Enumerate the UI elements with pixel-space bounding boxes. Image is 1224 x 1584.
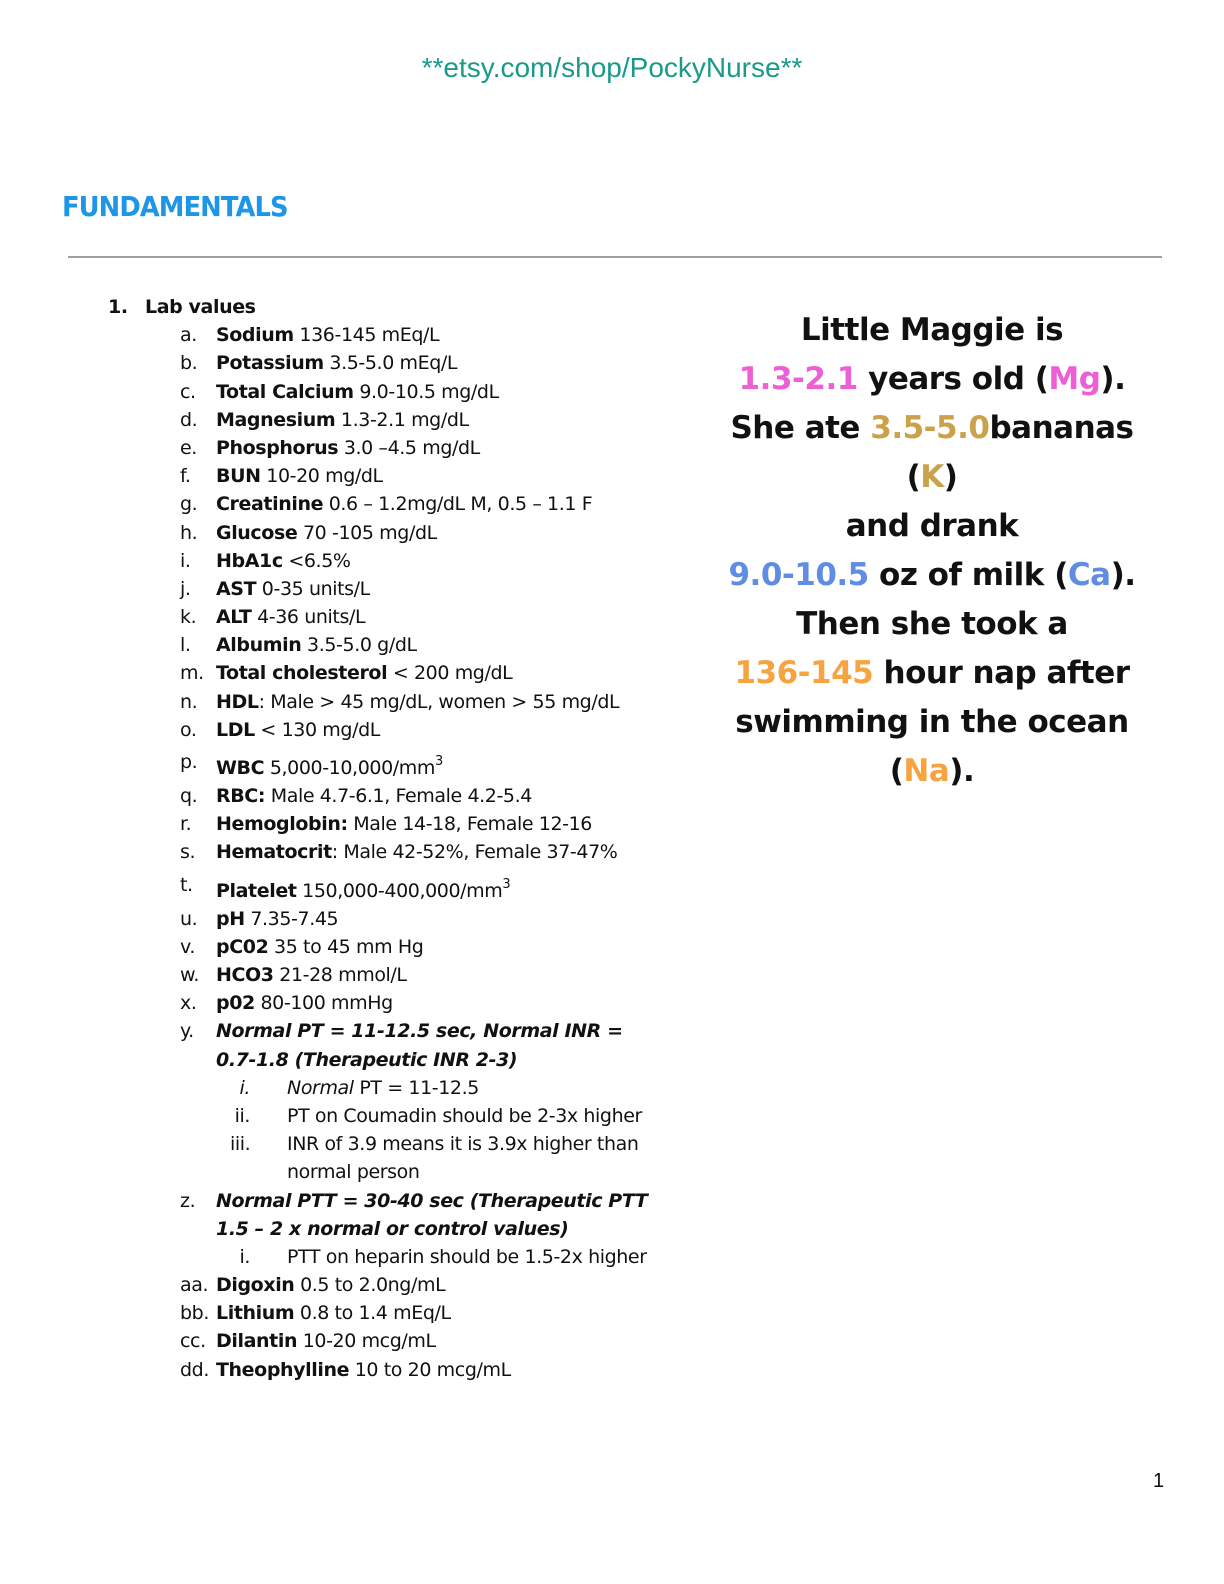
mg-symbol: Mg: [1048, 361, 1101, 397]
list-item: [0, 1327, 700, 1355]
k-range: 3.5-5.0: [870, 410, 990, 446]
lab-value: 35 to 45 mm Hg: [268, 935, 424, 958]
sub-item: [0, 1074, 700, 1102]
ca-range: 9.0-10.5: [728, 557, 869, 593]
items-group: [0, 321, 700, 1017]
lab-name: WBC: [216, 757, 265, 779]
list-item: [0, 1299, 700, 1327]
lab-name: Platelet: [216, 879, 297, 902]
list-item-label: cc.: [180, 1330, 206, 1353]
heading-number: 1.: [108, 296, 128, 318]
lab-name: Sodium: [216, 324, 294, 347]
lab-value: 3.5-5.0 mEq/L: [323, 352, 458, 375]
list-item-label: bb.: [180, 1302, 209, 1325]
sub-item-label: i.: [239, 1245, 250, 1268]
list-item-label: u.: [180, 907, 198, 930]
list-item: [0, 782, 700, 810]
mnemonic-text: ).: [949, 753, 975, 789]
list-item-text: Normal PT = 11-12.5 sec, Normal INR = 0.7-1.8 (Therapeutic INR 2-3): [216, 1020, 623, 1071]
sub-item-text: PTT on heparin should be 1.5-2x higher: [287, 1245, 647, 1268]
list-item-label: k.: [180, 606, 197, 629]
sub-item: [0, 1102, 700, 1130]
lab-name: p02: [216, 992, 255, 1015]
list-item-label: h.: [180, 521, 198, 544]
lab-value: <6.5%: [282, 549, 351, 572]
list-item-label: b.: [180, 352, 198, 375]
lab-name: HCO3: [216, 963, 274, 986]
lab-name: Total Calcium: [216, 380, 354, 403]
superscript: 3: [502, 876, 511, 892]
lab-name: LDL: [216, 718, 255, 741]
mnemonic-line: [712, 404, 1152, 502]
lab-name: AST: [216, 577, 257, 600]
section-title: FUNDAMENTALS: [62, 190, 288, 223]
list-item-label: d.: [180, 408, 198, 431]
mnemonic-text: and drank: [845, 508, 1019, 544]
lab-value: 70 -105 mg/dL: [297, 521, 437, 544]
lab-value: < 200 mg/dL: [387, 662, 513, 685]
lab-value: 0-35 units/L: [256, 577, 370, 600]
list-item-label: n.: [180, 690, 198, 713]
lab-name: pH: [216, 907, 245, 930]
items-group: [0, 1271, 700, 1384]
mnemonic-text: Then she took a: [796, 606, 1068, 642]
lab-value: : Male > 45 mg/dL, women > 55 mg/dL: [258, 690, 620, 713]
lab-value: < 130 mg/dL: [254, 718, 380, 741]
mnemonic-line: [712, 649, 1152, 698]
mnemonic-text: She ate: [730, 410, 871, 446]
list-item-label: l.: [180, 634, 191, 657]
mg-range: 1.3-2.1: [738, 361, 858, 397]
lab-value: 80-100 mmHg: [254, 992, 393, 1015]
lab-value: 3.5-5.0 g/dL: [301, 634, 417, 657]
list-item-label: e.: [180, 436, 197, 459]
list-item: [0, 659, 700, 687]
sub-item-text: INR of 3.9 means it is 3.9x higher than normal person: [287, 1133, 639, 1184]
lab-value: 10-20 mg/dL: [260, 465, 383, 488]
mnemonic-text: ).: [1110, 557, 1136, 593]
lab-value: 9.0-10.5 mg/dL: [353, 380, 499, 403]
list-item-label: w.: [180, 963, 200, 986]
sub-item-label: ii.: [234, 1104, 250, 1127]
mnemonic-text: Little Maggie is: [800, 312, 1064, 348]
lab-value: : Male 42-52%, Female 37-47%: [331, 841, 618, 864]
lab-name: HDL: [216, 690, 259, 713]
list-item-z: [0, 1187, 656, 1243]
list-item-label: y.: [180, 1020, 194, 1043]
list-item-label: p.: [180, 751, 198, 773]
list-item-label: o.: [180, 718, 197, 741]
list-item: [0, 744, 700, 782]
list-item: [0, 1356, 700, 1384]
lab-name: HbA1c: [216, 549, 283, 572]
lab-name: Total cholesterol: [216, 662, 388, 685]
lab-value: 3.0 –4.5 mg/dL: [338, 436, 480, 459]
lab-value: 21-28 mmol/L: [273, 963, 407, 986]
mnemonic-box: [712, 306, 1152, 796]
mnemonic-line: [712, 698, 1152, 796]
mnemonic-line: [712, 600, 1152, 649]
list-item-label: t.: [180, 873, 193, 896]
lab-value: 1.3-2.1 mg/dL: [335, 408, 469, 431]
list-item: [0, 810, 700, 838]
list-item: [0, 905, 700, 933]
list-item: [0, 688, 700, 716]
na-symbol: Na: [903, 753, 950, 789]
list-item: [0, 519, 700, 547]
superscript: 3: [434, 754, 443, 769]
lab-name: Magnesium: [216, 408, 336, 431]
lab-value: 10 to 20 mcg/mL: [349, 1358, 511, 1381]
list-item: [0, 349, 700, 377]
ca-symbol: Ca: [1067, 557, 1111, 593]
lab-values-list: [0, 293, 700, 1384]
heading-text: Lab values: [145, 296, 256, 318]
lab-name: Glucose: [216, 521, 298, 544]
lab-value: 0.6 – 1.2mg/dL M, 0.5 – 1.1 F: [323, 493, 593, 516]
list-item: [0, 378, 700, 406]
mnemonic-text: swimming in the ocean (: [735, 704, 1129, 789]
lab-value: 0.8 to 1.4 mEq/L: [294, 1302, 451, 1325]
list-heading: [0, 293, 700, 321]
mnemonic-text: ).: [1100, 361, 1126, 397]
list-item: [0, 547, 700, 575]
na-range: 136-145: [734, 655, 874, 691]
mnemonic-text: hour nap after: [873, 655, 1130, 691]
lab-name: BUN: [216, 465, 261, 488]
mnemonic-text: years old (: [857, 361, 1049, 397]
list-item: [0, 867, 700, 905]
mnemonic-text: bananas (: [906, 410, 1134, 495]
lab-name: Creatinine: [216, 493, 324, 516]
mnemonic-line: [712, 551, 1152, 600]
k-symbol: K: [920, 459, 944, 495]
lab-name: Albumin: [216, 634, 302, 657]
lab-name: Theophylline: [216, 1358, 350, 1381]
list-item: [0, 575, 700, 603]
list-item-label: c.: [180, 380, 196, 403]
list-item: [0, 716, 700, 744]
list-item-label: m.: [180, 662, 204, 685]
list-item: [0, 321, 700, 349]
lab-name: pC02: [216, 935, 269, 958]
horizontal-rule: [68, 256, 1162, 258]
list-item-label: i.: [180, 549, 191, 572]
list-item-label: s.: [180, 841, 196, 864]
list-item-y: [0, 1017, 656, 1073]
mnemonic-line: [712, 355, 1152, 404]
lab-name: Lithium: [216, 1302, 295, 1325]
list-item-label: x.: [180, 992, 197, 1015]
lab-name: Potassium: [216, 352, 324, 375]
list-item-label: g.: [180, 493, 198, 516]
list-item: [0, 603, 700, 631]
list-item-label: r.: [180, 813, 192, 836]
sub-item-text: PT on Coumadin should be 2-3x higher: [287, 1104, 642, 1127]
sub-item: [0, 1243, 700, 1271]
lab-value: 4-36 units/L: [251, 606, 366, 629]
list-item: [0, 462, 700, 490]
lab-value: 5,000-10,000/mm: [264, 757, 435, 779]
lab-value: 7.35-7.45: [244, 907, 339, 930]
list-item: [0, 434, 700, 462]
list-item-label: aa.: [180, 1274, 209, 1297]
lab-name: Digoxin: [216, 1274, 295, 1297]
lab-value: 136-145 mEq/L: [293, 324, 440, 347]
list-item-text: Normal PTT = 30-40 sec (Therapeutic PTT 1.5 – 2 x normal or control values): [216, 1189, 648, 1240]
list-item: [0, 961, 700, 989]
shop-link[interactable]: **etsy.com/shop/PockyNurse**: [421, 52, 803, 83]
lab-name: RBC:: [216, 785, 266, 807]
sub-item: [0, 1130, 647, 1186]
list-item-label: dd.: [180, 1358, 209, 1381]
list-item-label: j.: [180, 577, 191, 600]
list-item: [0, 933, 700, 961]
list-item-label: q.: [180, 785, 198, 807]
sub-item-label: i.: [239, 1076, 250, 1099]
list-item: [0, 989, 700, 1017]
list-item-label: v.: [180, 935, 196, 958]
lab-name: Hemoglobin:: [216, 813, 348, 836]
mnemonic-line: [712, 306, 1152, 355]
page-number: 1: [1153, 1470, 1165, 1492]
mnemonic-text: ): [943, 459, 958, 495]
lab-name: ALT: [216, 606, 252, 629]
sub-item-italic: Normal: [287, 1076, 354, 1099]
lab-name: Phosphorus: [216, 436, 339, 459]
list-item: [0, 631, 700, 659]
lab-name: Dilantin: [216, 1330, 298, 1353]
list-item-label: a.: [180, 324, 197, 347]
lab-value: 0.5 to 2.0ng/mL: [294, 1274, 446, 1297]
list-item: [0, 1271, 700, 1299]
list-item: [0, 490, 700, 518]
lab-value: Male 14-18, Female 12-16: [347, 813, 592, 836]
sub-item-text: PT = 11-12.5: [353, 1076, 479, 1099]
lab-value: 10-20 mcg/mL: [297, 1330, 436, 1353]
list-item-label: z.: [180, 1189, 196, 1212]
sub-item-label: iii.: [230, 1133, 251, 1156]
mnemonic-text: oz of milk (: [868, 557, 1068, 593]
lab-name: Hematocrit: [216, 841, 332, 864]
list-item: [0, 406, 700, 434]
list-item-label: f.: [180, 465, 191, 488]
list-item: [0, 838, 700, 866]
lab-value: 150,000-400,000/mm: [296, 879, 503, 902]
lab-value: Male 4.7-6.1, Female 4.2-5.4: [265, 785, 532, 807]
mnemonic-line: [712, 502, 1152, 551]
